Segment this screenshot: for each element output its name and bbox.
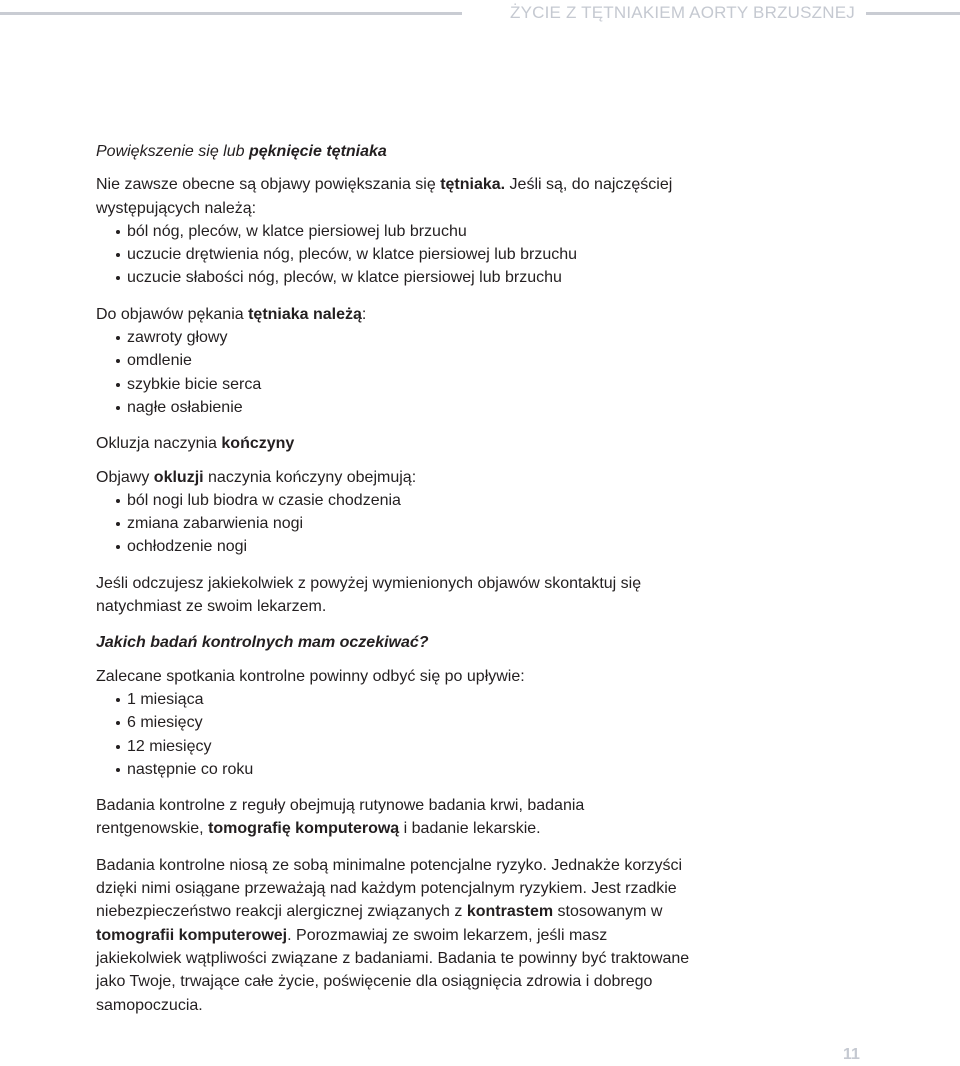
bold-text: tomografię komputerową	[208, 820, 400, 838]
list-item: następnie co roku	[127, 758, 696, 781]
symptom-list-occlusion	[96, 489, 696, 559]
list-item: uczucie drętwienia nóg, pleców, w klatce piersiowej lub brzuchu	[127, 243, 696, 266]
symptom-list-rupture	[96, 326, 696, 419]
page-body	[96, 140, 696, 1017]
text: Jeśli są, do najczęściej występujących należą:	[96, 176, 673, 217]
checkup-schedule-list	[96, 688, 696, 781]
paragraph-contact-doctor: Jeśli odczujesz jakiekolwiek z powyżej wymienionych objawów skontaktuj się natychmiast ze swoim lekarzem.	[96, 574, 642, 616]
page-number: 11	[843, 1046, 860, 1063]
bold-text: kontrastem	[466, 903, 554, 921]
header-rule-right	[866, 12, 960, 15]
list-item: nagłe osłabienie	[127, 396, 696, 419]
list-item: 1 miesiąca	[127, 688, 696, 711]
text: stosowanym w	[553, 903, 663, 921]
paragraph-enlargement-intro	[96, 173, 696, 220]
text: Do objawów pękania	[96, 305, 249, 323]
list-item: uczucie słabości nóg, pleców, w klatce piersiowej lub brzuchu	[127, 266, 696, 289]
list-item: omdlenie	[127, 349, 696, 372]
text: Badania kontrolne z reguły obejmują rutynowe badania krwi, badania rentgenowskie,	[96, 797, 585, 838]
paragraph-occlusion-intro	[96, 466, 696, 489]
text: naczynia kończyny obejmują:	[203, 468, 417, 486]
heading-text: Powiększenie się lub	[96, 143, 249, 160]
text: Badania kontrolne niosą ze sobą minimalne potencjalne ryzyko. Jednakże korzyści dzięki nimi osiągane przeważają nad każdym potencjalnym ryzykiem. Jest rzadkie niebezpieczeństwo reakcji alergicznej związanych z	[96, 856, 683, 921]
symptom-list-enlargement	[96, 220, 696, 290]
list-item: ból nóg, pleców, w klatce piersiowej lub brzuchu	[127, 220, 696, 243]
list-item: zawroty głowy	[127, 326, 696, 349]
paragraph-rupture-intro	[96, 303, 696, 326]
list-item: szybkie bicie serca	[127, 373, 696, 396]
section-heading-checkups: Jakich badań kontrolnych mam oczekiwać?	[96, 634, 429, 652]
header-rule-left	[0, 12, 462, 15]
heading-bold-text: pęknięcie tętniaka	[248, 143, 387, 160]
bold-text: tomografii komputerowej	[96, 926, 288, 944]
paragraph-checkup-risk	[96, 854, 696, 1017]
text: i badanie lekarskie.	[399, 820, 541, 838]
bold-text: tętniaka.	[440, 176, 506, 194]
text: Nie zawsze obecne są objawy powiększania się	[96, 176, 441, 194]
bold-text: tętniaka należą	[248, 305, 362, 323]
paragraph-checkup-scope	[96, 794, 696, 841]
list-item: 6 miesięcy	[127, 711, 696, 734]
text: . Porozmawiaj ze swoim lekarzem, jeśli masz jakiekolwiek wątpliwości związane z badaniami. Badania te powinny być traktowane jako Twoje, trwające całe życie, poświęcenie dla osiągnięcia zdrowia i dobrego samopoczucia.	[96, 926, 690, 1014]
running-title: ŻYCIE Z TĘTNIAKIEM AORTY BRZUSZNEJ	[510, 3, 855, 22]
list-item: ból nogi lub biodra w czasie chodzenia	[127, 489, 696, 512]
section-heading-occlusion	[96, 432, 696, 455]
section-heading-enlargement	[96, 140, 696, 163]
list-item: ochłodzenie nogi	[127, 535, 696, 558]
heading-text: Okluzja naczynia	[96, 435, 222, 453]
list-item: 12 miesięcy	[127, 735, 696, 758]
bold-text: okluzji	[153, 468, 204, 486]
text: Objawy	[96, 468, 154, 486]
list-item: zmiana zabarwienia nogi	[127, 512, 696, 535]
paragraph-checkups-intro: Zalecane spotkania kontrolne powinny odbyć się po upływie:	[96, 667, 525, 685]
text: :	[361, 305, 367, 323]
heading-bold-text: kończyny	[221, 435, 295, 453]
